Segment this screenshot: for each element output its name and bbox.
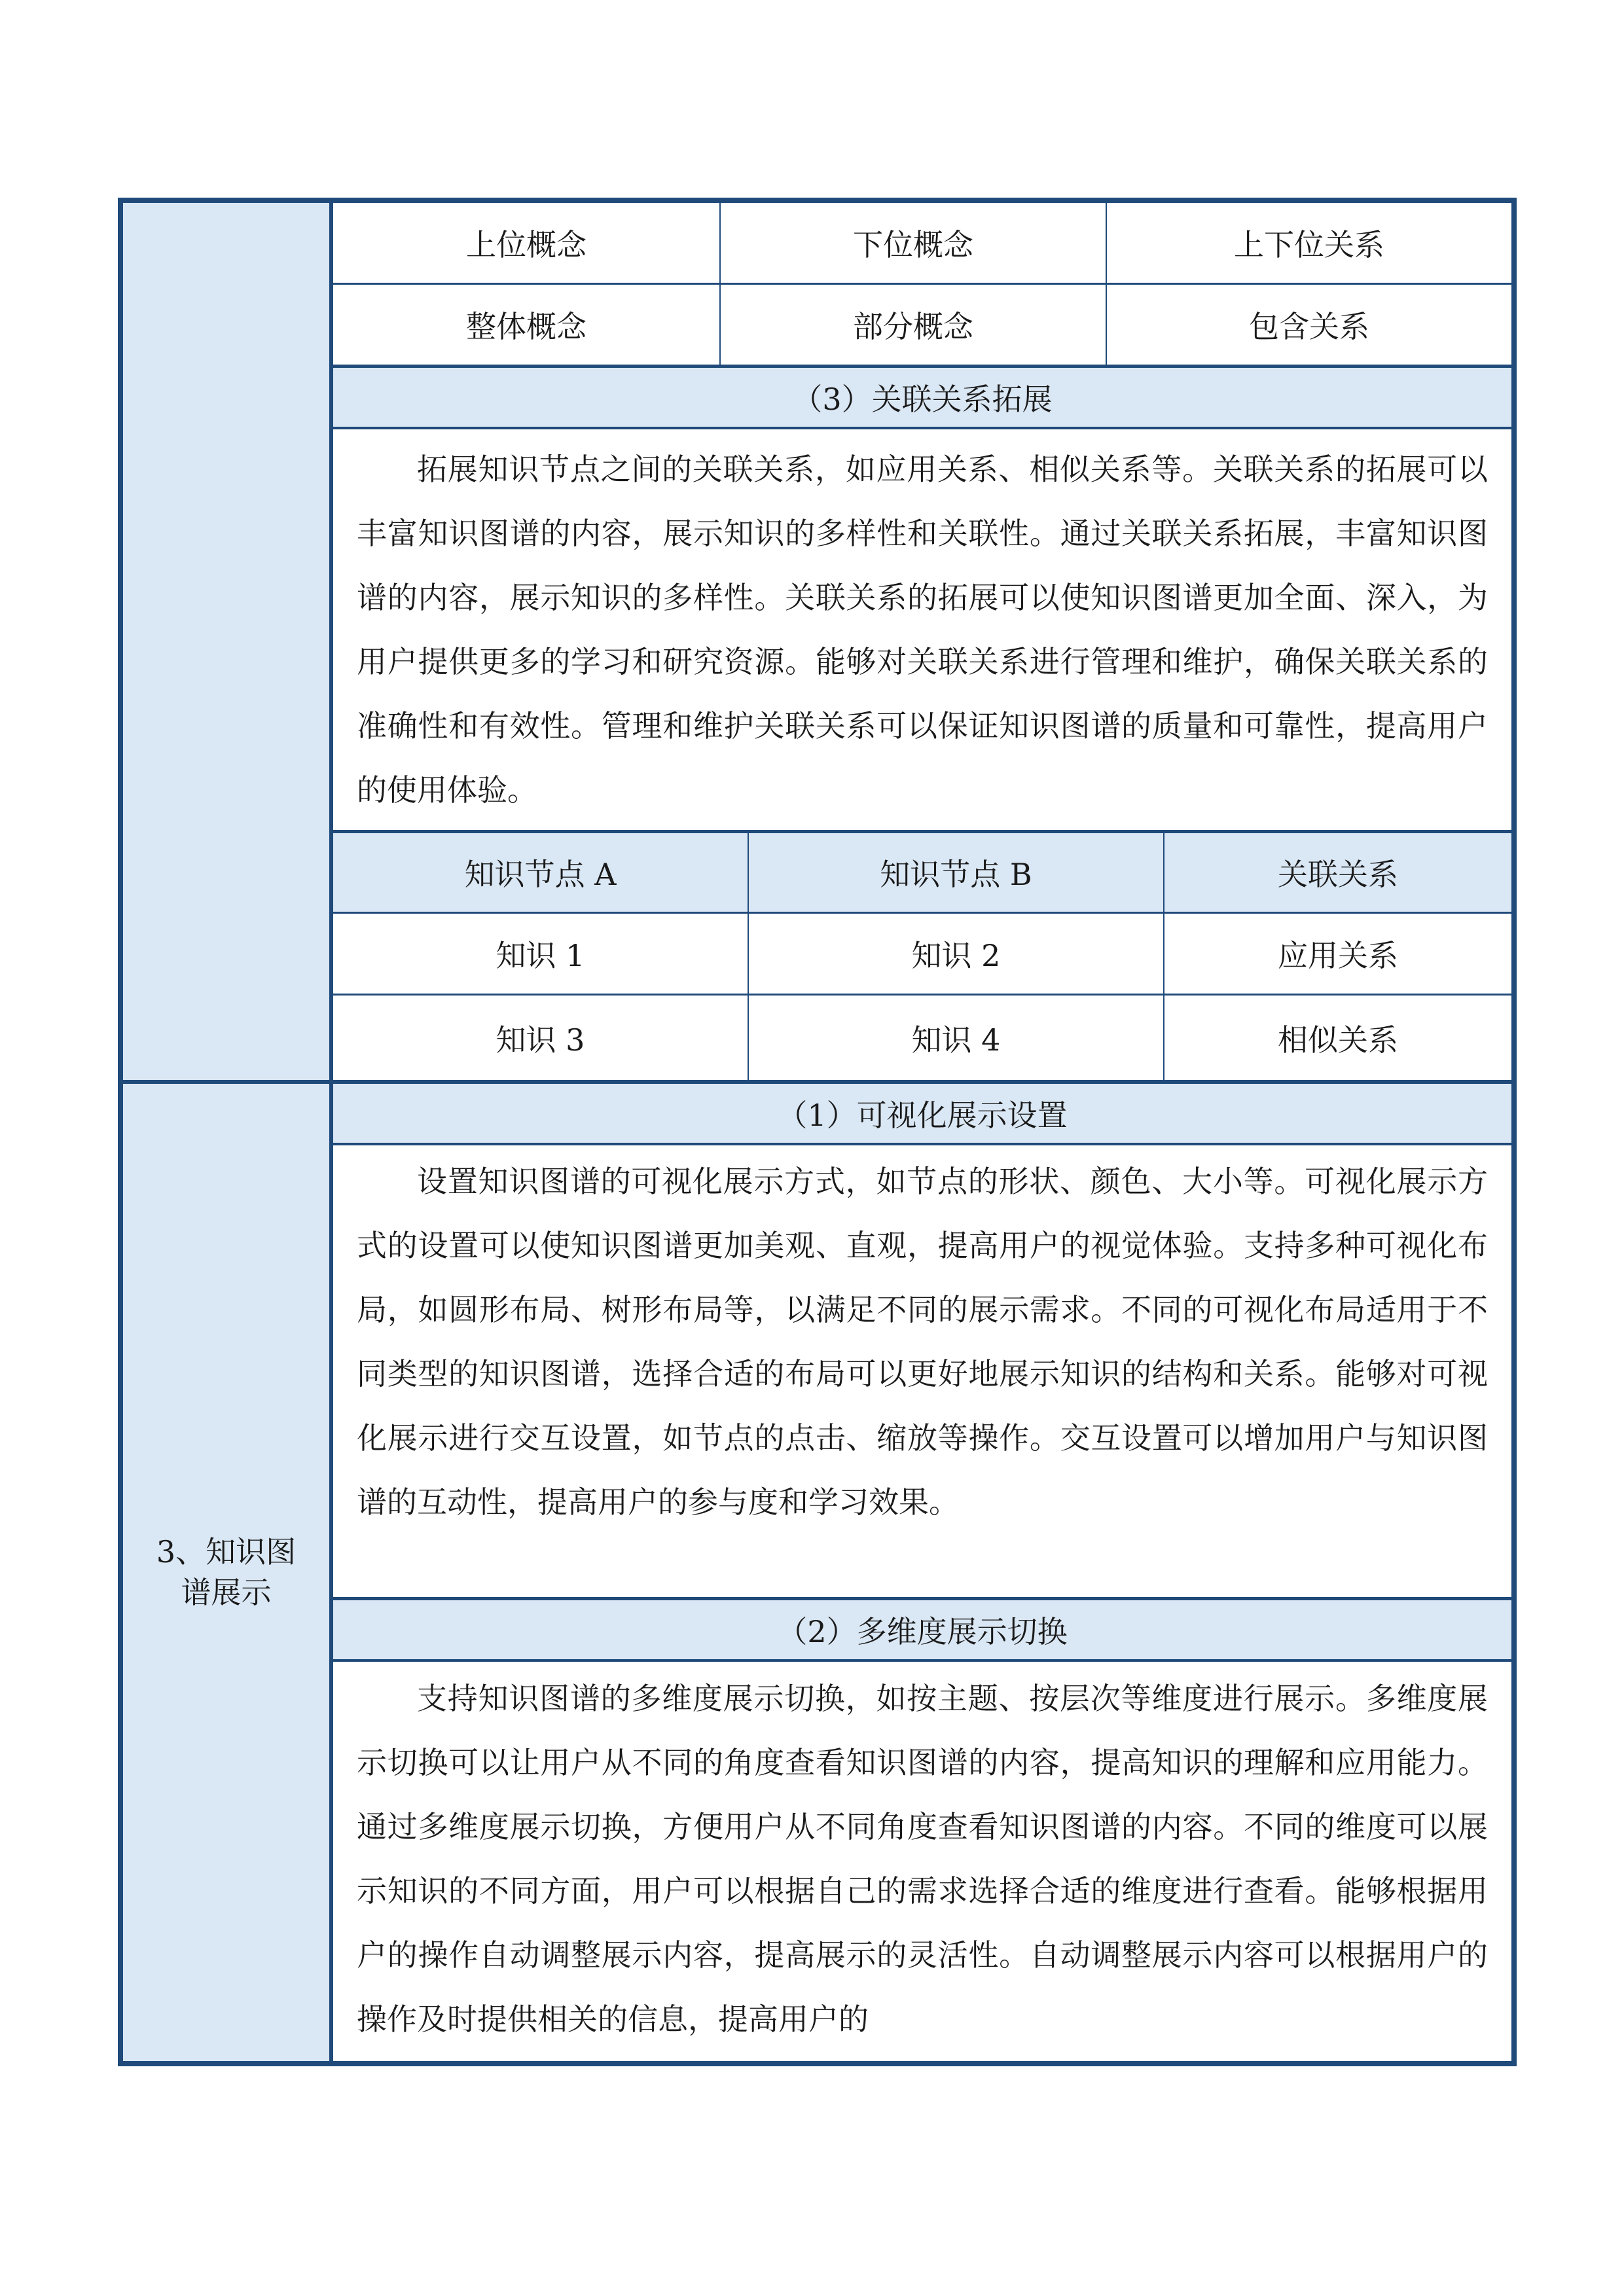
col-divider bbox=[748, 833, 749, 1080]
table1-cell: 整体概念 bbox=[466, 309, 586, 344]
row-divider bbox=[333, 1143, 1517, 1145]
table2-cell: 应用关系 bbox=[1278, 938, 1398, 973]
row-divider bbox=[333, 427, 1517, 429]
table2-header: 知识节点 B bbox=[749, 833, 1163, 912]
table2-cell: 相似关系 bbox=[1278, 1022, 1398, 1058]
col-divider bbox=[719, 203, 721, 367]
table2-cell: 知识 4 bbox=[911, 1022, 1001, 1058]
section-title-visualization: （1）可视化展示设置 bbox=[333, 1084, 1511, 1143]
document-table bbox=[118, 198, 1517, 2066]
row-divider bbox=[333, 1659, 1517, 1662]
section-paragraph-visualization: 设置知识图谱的可视化展示方式，如节点的形状、颜色、大小等。可视化展示方式的设置可以使知识图谱更加美观、直观，提高用户的视觉体验。支持多种可视化布局，如圆形布局、树形布局等，以满足不同的展示需求。不同的可视化布局适用于不同类型的知识图谱，选择合适的布局可以更好地展示知识的结构和关系。能够对可视化展示进行交互设置，如节点的点击、缩放等操作。交互设置可以增加用户与知识图谱的互动性，提高用户的参与度和学习效果。 bbox=[357, 1164, 1488, 1520]
side-label-line2: 谱展示 bbox=[181, 1575, 272, 1610]
table1-cell: 上位概念 bbox=[466, 227, 586, 262]
table1-cell: 部分概念 bbox=[853, 309, 973, 344]
side-label bbox=[123, 1532, 329, 1613]
table1-cell: 包含关系 bbox=[1249, 309, 1369, 344]
section-title-association: （3）关联关系拓展 bbox=[333, 368, 1511, 427]
table2-cell: 知识 2 bbox=[911, 938, 1001, 973]
section-title-multidimension: （2）多维度展示切换 bbox=[333, 1600, 1511, 1659]
table1-cell: 下位概念 bbox=[853, 227, 973, 262]
table2-header: 关联关系 bbox=[1164, 833, 1511, 912]
table2-cell: 知识 1 bbox=[496, 938, 585, 973]
side-label-line1: 3、知识图 bbox=[156, 1534, 297, 1570]
col-divider bbox=[1106, 203, 1107, 367]
table1-cell: 上下位关系 bbox=[1234, 227, 1384, 262]
table2-cell: 知识 3 bbox=[496, 1022, 585, 1058]
table2-header: 知识节点 A bbox=[333, 833, 748, 912]
section-paragraph-association: 拓展知识节点之间的关联关系，如应用关系、相似关系等。关联关系的拓展可以丰富知识图谱的内容，展示知识的多样性和关联性。通过关联关系拓展，丰富知识图谱的内容，展示知识的多样性。关联关系的拓展可以使知识图谱更加全面、深入，为用户提供更多的学习和研究资源。能够对关联关系进行管理和维护，确保关联关系的准确性和有效性。管理和维护关联关系可以保证知识图谱的质量和可靠性，提高用户的使用体验。 bbox=[357, 452, 1488, 808]
left-label-column bbox=[123, 203, 329, 2061]
section-paragraph-multidimension: 支持知识图谱的多维度展示切换，如按主题、按层次等维度进行展示。多维度展示切换可以让用户从不同的角度查看知识图谱的内容，提高知识的理解和应用能力。通过多维度展示切换，方便用户从不同角度查看知识图谱的内容。不同的维度可以展示知识的不同方面，用户可以根据自己的需求选择合适的维度进行查看。能够根据用户的操作自动调整展示内容，提高展示的灵活性。自动调整展示内容可以根据用户的操作及时提供相关的信息，提高用户的 bbox=[357, 1681, 1488, 2037]
col-divider bbox=[1163, 833, 1164, 1080]
section-divider-left bbox=[123, 1080, 329, 1084]
